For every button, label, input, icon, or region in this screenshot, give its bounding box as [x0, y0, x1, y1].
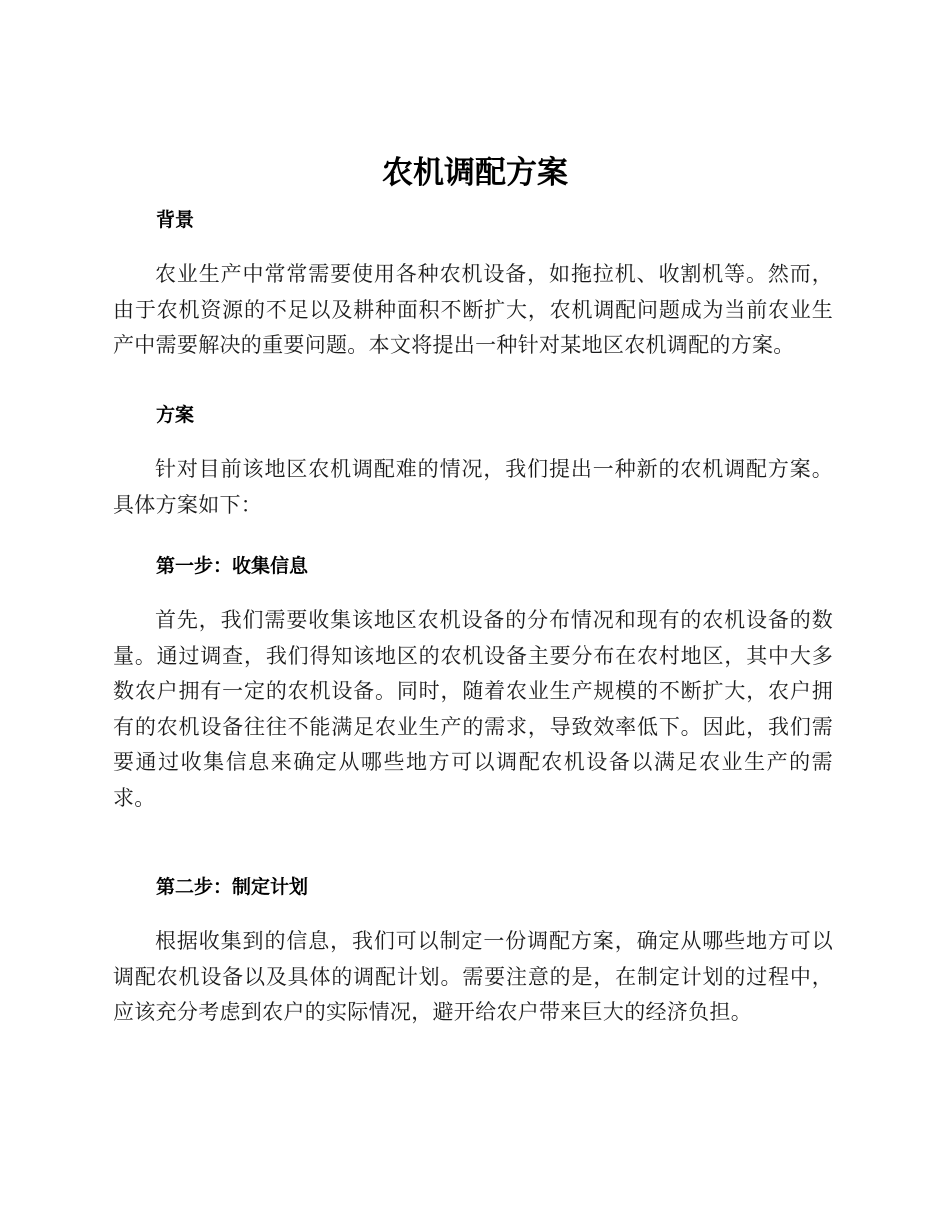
section-heading-background: 背景	[156, 209, 195, 231]
document-title: 农机调配方案	[382, 155, 568, 191]
section-heading-step-two: 第二步：制定计划	[156, 876, 309, 898]
section-paragraph-background: 农业生产中常常需要使用各种农机设备，如拖拉机、收割机等。然而，由于农机资源的不足以及耕种面积不断扩大，农机调配问题成为当前农业生产中需要解决的重要问题。本文将提出一种针对某地区农机调配的方案。	[113, 262, 833, 357]
section-paragraph-step-two: 根据收集到的信息，我们可以制定一份调配方案，确定从哪些地方可以调配农机设备以及具体的调配计划。需要注意的是，在制定计划的过程中，应该充分考虑到农户的实际情况，避开给农户带来巨大的经济负担。	[113, 929, 833, 1024]
section-paragraph-step-one: 首先，我们需要收集该地区农机设备的分布情况和现有的农机设备的数量。通过调查，我们得知该地区的农机设备主要分布在农村地区，其中大多数农户拥有一定的农机设备。同时，随着农业生产规模的不断扩大，农户拥有的农机设备往往不能满足农业生产的需求，导致效率低下。因此，我们需要通过收集信息来确定从哪些地方可以调配农机设备以满足农业生产的需求。	[113, 608, 833, 810]
section-paragraph-plan: 针对目前该地区农机调配难的情况，我们提出一种新的农机调配方案。具体方案如下：	[113, 457, 833, 517]
section-heading-step-one: 第一步：收集信息	[156, 555, 309, 577]
section-heading-plan: 方案	[156, 404, 195, 426]
